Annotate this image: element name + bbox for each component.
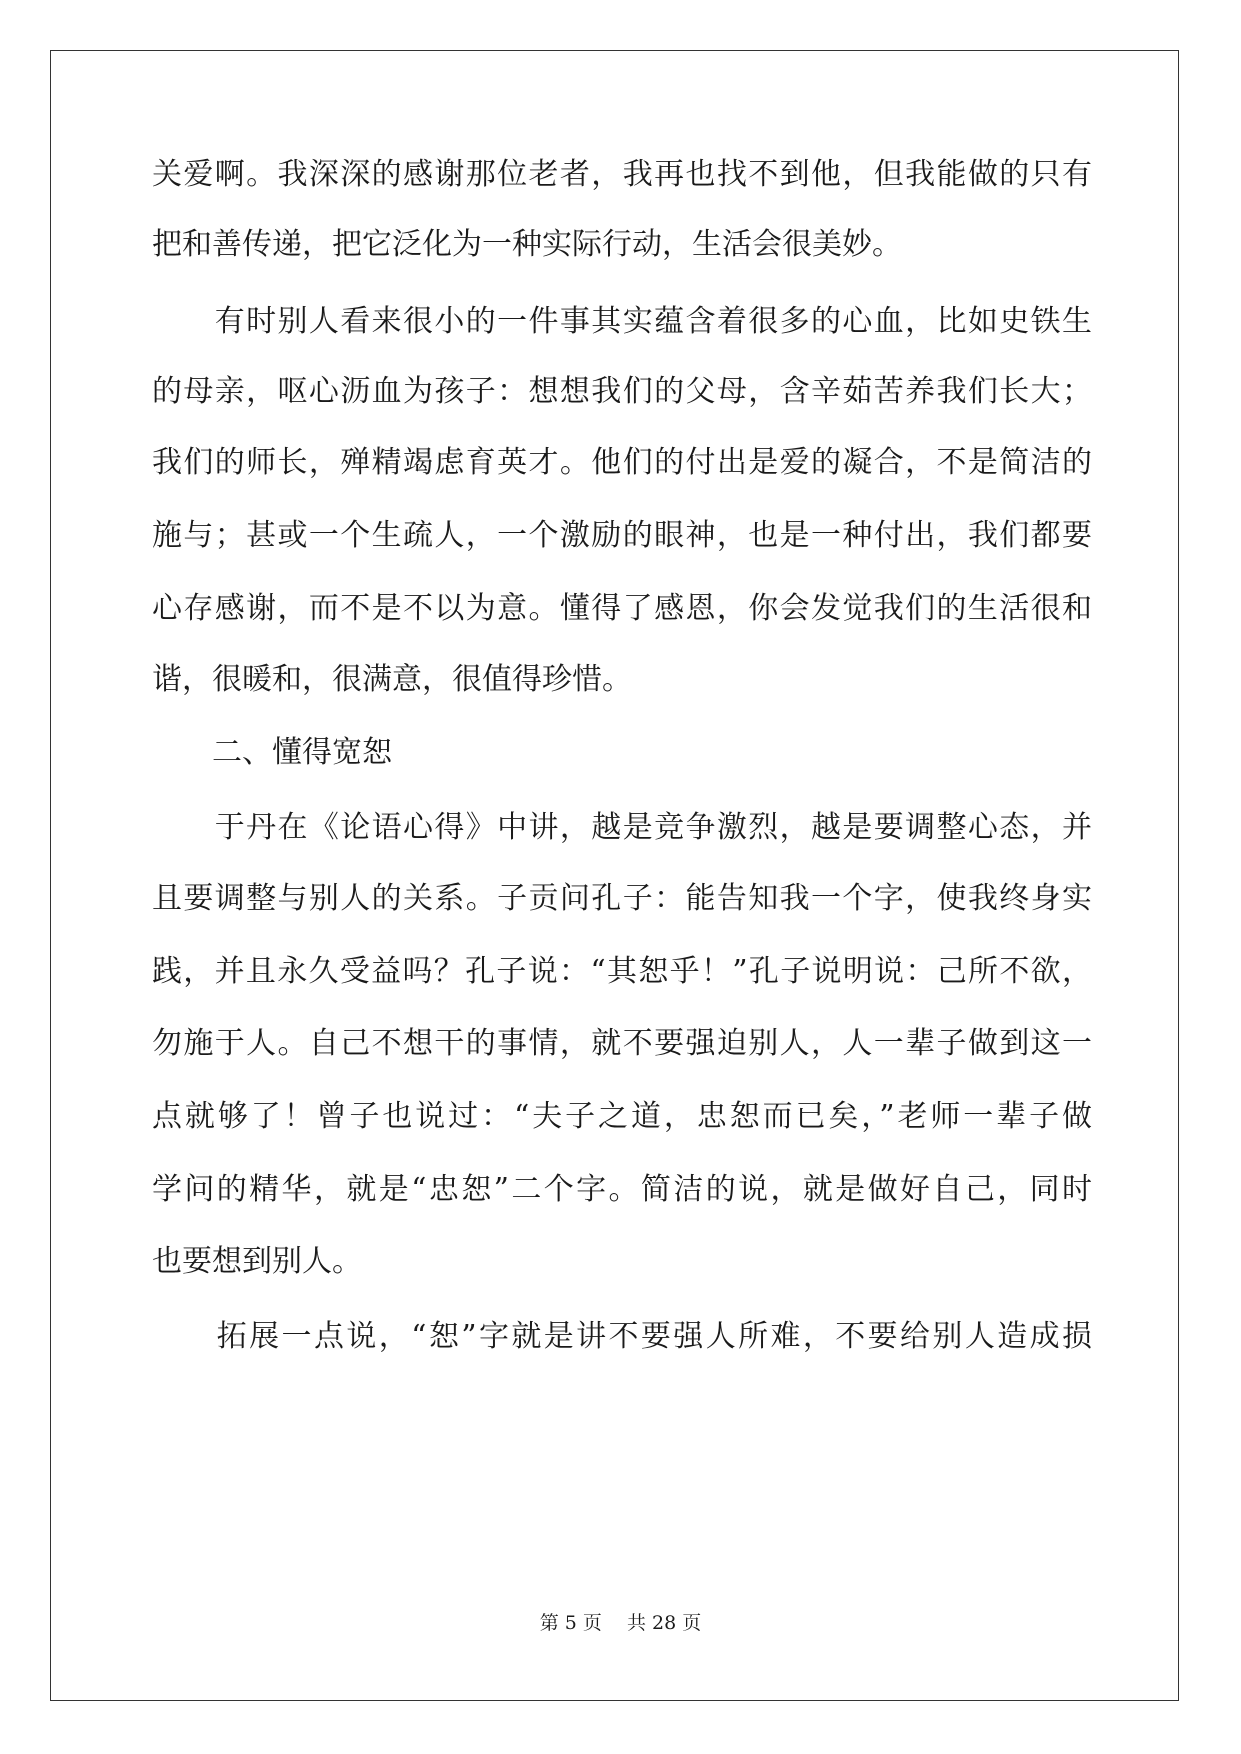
page-footer [0, 1611, 1241, 1635]
text-line: 也要想到别人。 [152, 1244, 362, 1279]
text-line: 把和善传递，把它泛化为一种实际行动，生活会很美妙。 [152, 227, 902, 262]
text-line: 勿施于人。自己不想干的事情，就不要强迫别人，人一辈子做到这一 [152, 1026, 1092, 1061]
text-line: 拓展一点说，“恕”字就是讲不要强人所难，不要给别人造成损 [152, 1319, 1092, 1354]
text-line: 关爱啊。我深深的感谢那位老者，我再也找不到他，但我能做的只有 [152, 157, 1092, 192]
text-line: 点就够了！曾子也说过：“夫子之道，忠恕而已矣，”老师一辈子做 [152, 1099, 1092, 1134]
text-line: 践，并且永久受益吗？孔子说：“其恕乎！”孔子说明说：己所不欲， [152, 954, 1092, 989]
page-number: 第 5 页 共 28 页 [539, 1612, 702, 1634]
page-border [50, 50, 1179, 1701]
text-line: 施与；甚或一个生疏人，一个激励的眼神，也是一种付出，我们都要 [152, 518, 1092, 553]
section-heading: 二、懂得宽恕 [152, 735, 392, 770]
text-line: 心存感谢，而不是不以为意。懂得了感恩，你会发觉我们的生活很和 [152, 591, 1092, 626]
text-line: 的母亲，呕心沥血为孩子：想想我们的父母，含辛茹苦养我们长大； [152, 374, 1092, 409]
text-line: 且要调整与别人的关系。子贡问孔子：能告知我一个字，使我终身实 [152, 881, 1092, 916]
text-line: 学问的精华，就是“忠恕”二个字。简洁的说，就是做好自己，同时 [152, 1172, 1092, 1207]
text-line: 我们的师长，殚精竭虑育英才。他们的付出是爱的凝合，不是简洁的 [152, 445, 1092, 480]
text-line: 有时别人看来很小的一件事其实蕴含着很多的心血，比如史铁生 [152, 304, 1092, 339]
text-line: 谐，很暖和，很满意，很值得珍惜。 [152, 662, 632, 697]
text-line: 于丹在《论语心得》中讲，越是竞争激烈，越是要调整心态，并 [152, 810, 1092, 845]
